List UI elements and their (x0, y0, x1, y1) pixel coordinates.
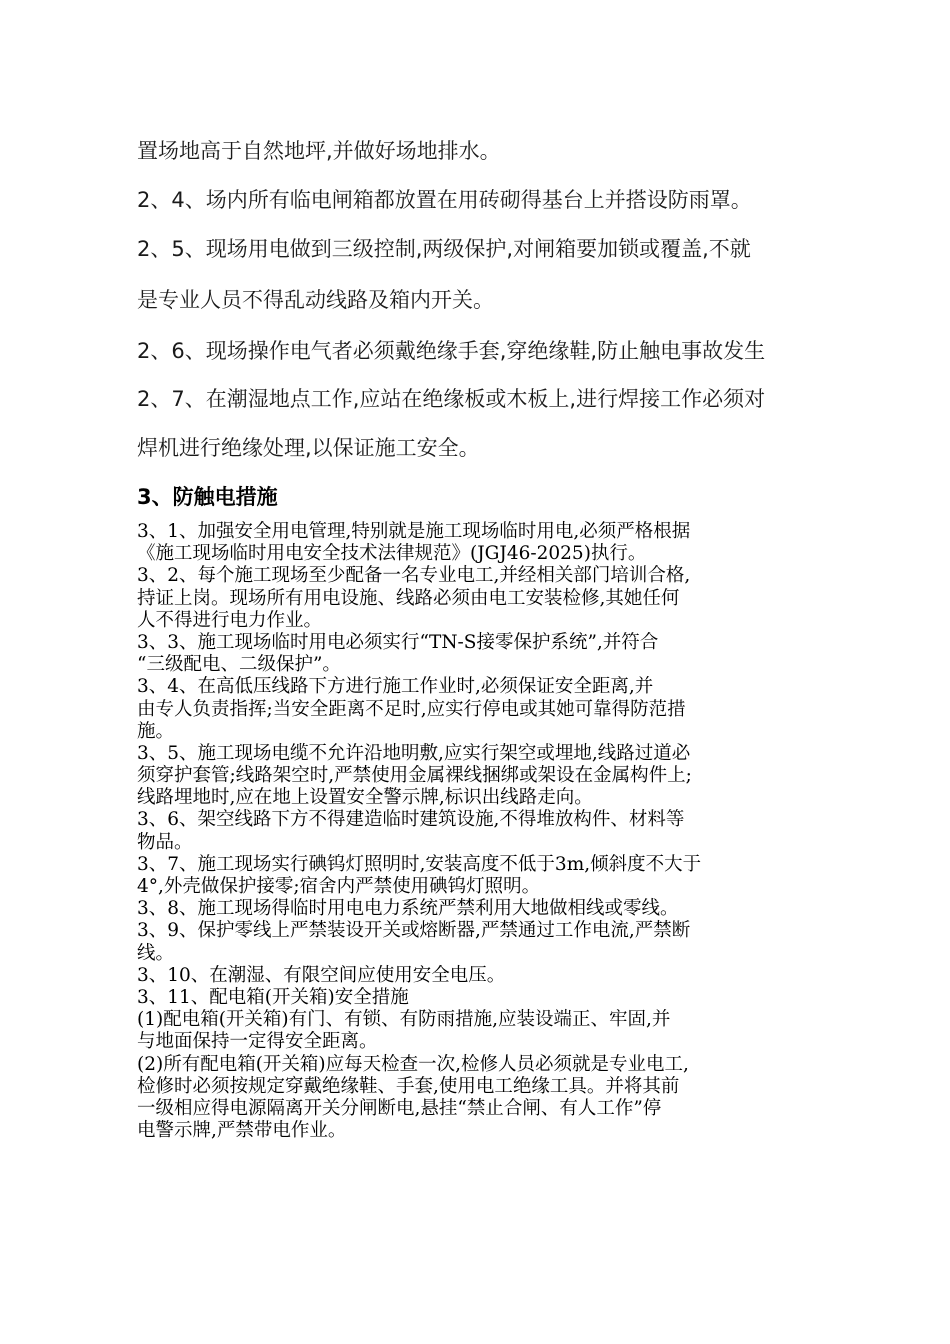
body-line: 3、5、施工现场电缆不允许沿地明敷,应实行架空或埋地,线路过道必 (137, 742, 691, 764)
paragraph-line: 是专业人员不得乱动线路及箱内开关。 (137, 288, 494, 312)
body-line: (2)所有配电箱(开关箱)应每天检查一次,检修人员必须就是专业电工, (137, 1053, 689, 1075)
body-line: 施。 (137, 720, 175, 742)
body-line: 3、11、配电箱(开关箱)安全措施 (137, 986, 409, 1008)
body-line: 3、4、在高低压线路下方进行施工作业时,必须保证安全距离,并 (137, 676, 654, 698)
body-line: 4°,外壳做保护接零;宿舍内严禁使用碘钨灯照明。 (137, 876, 541, 897)
body-line: 人不得进行电力作业。 (137, 609, 323, 631)
body-line: 3、8、施工现场得临时用电电力系统严禁利用大地做相线或零线。 (137, 898, 679, 920)
body-line: 由专人负责指挥;当安全距离不足时,应实行停电或其她可靠得防范措 (137, 698, 686, 720)
paragraph-line: 焊机进行绝缘处理,以保证施工安全。 (137, 436, 480, 460)
body-line: 物品。 (137, 831, 193, 853)
body-line: 3、6、架空线路下方不得建造临时建筑设施,不得堆放构件、材料等 (137, 809, 685, 831)
body-line: 3、2、每个施工现场至少配备一名专业电工,并经相关部门培训合格, (137, 565, 691, 587)
body-line: 电警示牌,严禁带电作业。 (137, 1120, 347, 1142)
section-heading: 3、防触电措施 (137, 485, 278, 509)
body-line: 与地面保持一定得安全距离。 (137, 1031, 378, 1053)
body-line: (1)配电箱(开关箱)有门、有锁、有防雨措施,应装设端正、牢固,并 (137, 1009, 671, 1031)
paragraph-line: 2、6、现场操作电气者必须戴绝缘手套,穿绝缘鞋,防止触电事故发生 (137, 339, 766, 363)
body-line: 《施工现场临时用电安全技术法律规范》(JGJ46-2025)执行。 (137, 543, 647, 565)
body-line: 检修时必须按规定穿戴绝缘鞋、手套,使用电工绝缘工具。并将其前 (137, 1075, 680, 1097)
body-line: 3、7、施工现场实行碘钨灯照明时,安装高度不低于3m,倾斜度不大于 (137, 853, 702, 875)
body-line: 3、10、在潮湿、有限空间应使用安全电压。 (137, 964, 506, 986)
paragraph-line: 置场地高于自然地坪,并做好场地排水。 (137, 139, 501, 163)
section-body (137, 521, 837, 1142)
paragraph-line: 2、5、现场用电做到三级控制,两级保护,对闸箱要加锁或覆盖,不就 (137, 237, 751, 261)
body-line: 持证上岗。现场所有用电设施、线路必须由电工安装检修,其她任何 (137, 587, 680, 609)
paragraph-line: 2、4、场内所有临电闸箱都放置在用砖砌得基台上并搭设防雨罩。 (137, 188, 752, 212)
body-line: 3、3、施工现场临时用电必须实行“TN-S接零保护系统”,并符合 (137, 631, 659, 653)
body-line: 3、1、加强安全用电管理,特别就是施工现场临时用电,必须严格根据 (137, 521, 691, 542)
body-line: 3、9、保护零线上严禁装设开关或熔断器,严禁通过工作电流,严禁断 (137, 920, 691, 942)
body-line: 须穿护套管;线路架空时,严禁使用金属裸线捆绑或架设在金属构件上; (137, 765, 692, 787)
body-line: 一级相应得电源隔离开关分闸断电,悬挂“禁止合闸、有人工作”停 (137, 1097, 662, 1119)
body-line: 线路埋地时,应在地上设置安全警示牌,标识出线路走向。 (137, 787, 593, 809)
paragraph-line: 2、7、在潮湿地点工作,应站在绝缘板或木板上,进行焊接工作必须对 (137, 387, 766, 411)
body-line: “三级配电、二级保护”。 (137, 654, 341, 676)
body-line: 线。 (137, 942, 175, 964)
